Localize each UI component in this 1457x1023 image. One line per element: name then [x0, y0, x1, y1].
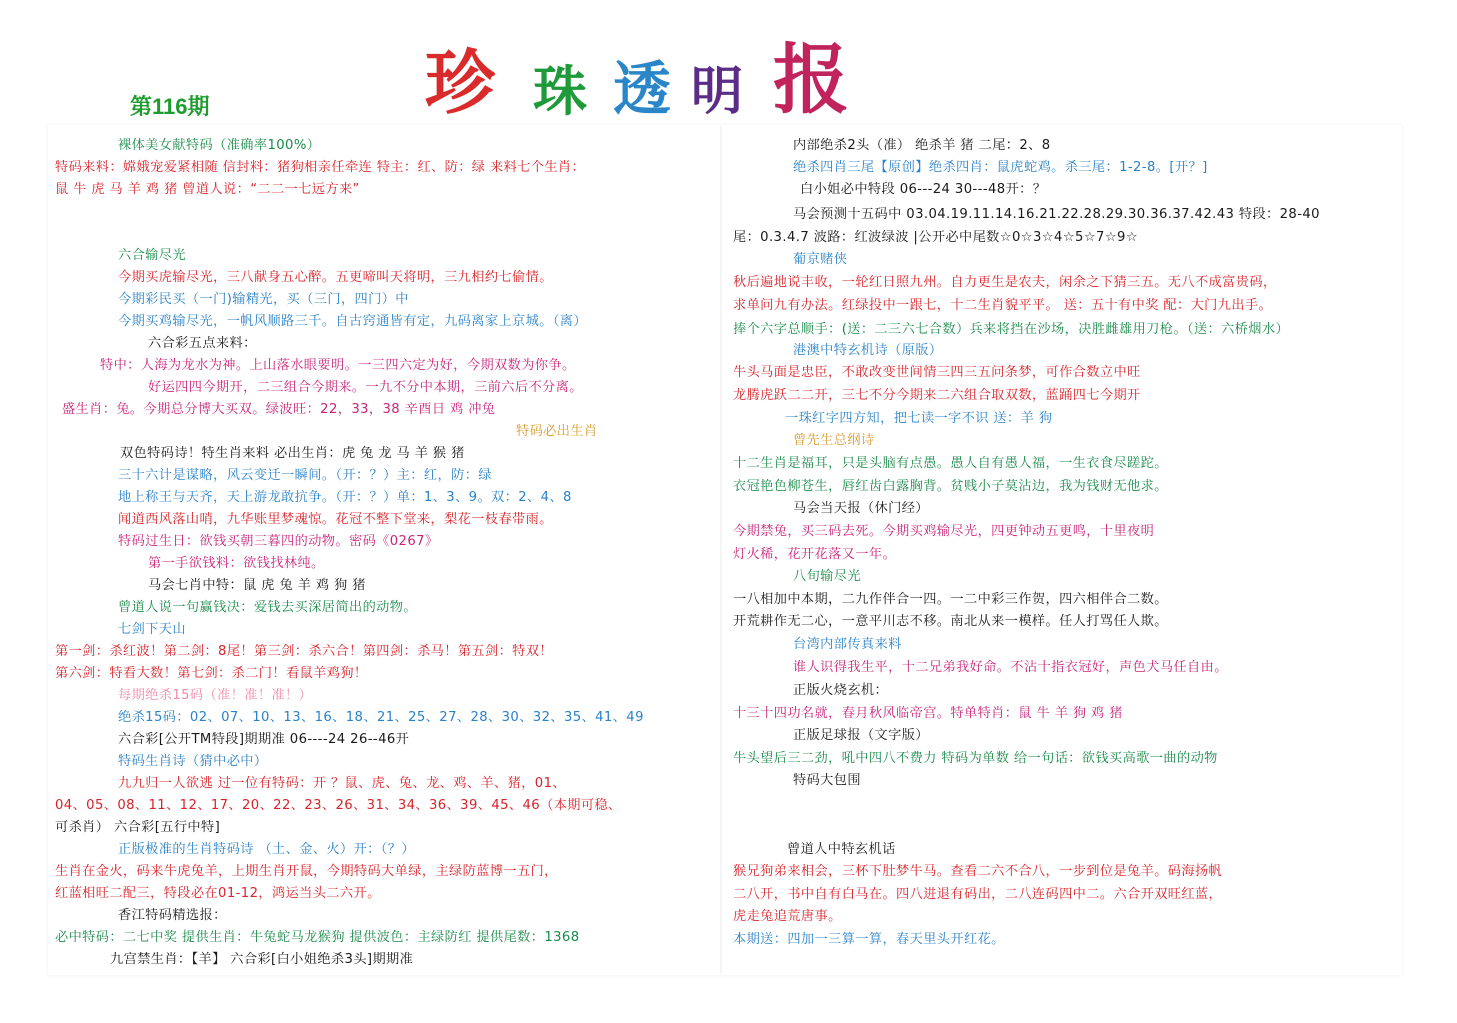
right-text-line: 牛头望后三二劲，吼中四八不费力 特码为单数 给一句话：欲钱买高歌一曲的动物 [733, 751, 1218, 766]
masthead-char: 报 [773, 35, 850, 124]
right-text-line: 灯火稀，花开花落又一年。 [733, 547, 897, 562]
left-text-line: 红蓝相旺二配三，特段必在01-12，鸿运当头二六开。 [55, 886, 381, 901]
left-column [0, 0, 720, 1023]
left-text-line: 04、05、08、11、12、17、20、22、23、26、31、34、36、39、45、46（本期可稳、 [55, 798, 622, 813]
right-text-line: 港澳中特玄机诗（原版） [793, 343, 943, 358]
right-column [720, 0, 1457, 1023]
right-text-line: 一珠红字四方知，把七读一字不识 送：羊 狗 [785, 411, 1053, 426]
left-text-line: 九宫禁生肖：【羊】 六合彩[白小姐绝杀3头]期期准 [110, 952, 414, 967]
left-text-line: 第一剑：杀红波！第二剑：8尾！第三剑：杀六合！第四剑：杀马！第五剑：特双！ [55, 644, 553, 659]
masthead-char: 珠 [533, 59, 587, 123]
left-text-line: 六合彩五点来料： [148, 336, 257, 351]
left-text-line: 好运四四今期开，二三组合今期来。一九不分中本期，三前六后不分离。 [148, 380, 583, 395]
right-text-line: 白小姐必中特段 06---24 30---48开：？ [800, 182, 1047, 197]
right-text-line: 衣冠艳色柳苍生，唇红齿白露胸背。贫贱小子莫沾边，我为钱财无他求。 [733, 479, 1168, 494]
left-text-line: 特码生肖诗（猜中必中） [118, 754, 268, 769]
left-text-line: 裸体美女献特码（准确率100%） [118, 138, 321, 153]
left-text-line: 特码必出生肖 [516, 424, 598, 439]
left-text-line: 特中：人海为龙水为神。上山落水眼要明。一三四六定为好，今期双数为你争。 [100, 358, 576, 373]
masthead-char: 透 [613, 55, 672, 123]
masthead-char: 明 [691, 61, 744, 122]
left-text-line: 香江特码精选报： [118, 908, 227, 923]
left-text-line: 特码来料：嫦娥宠爱紧相随 信封料：猪狗相亲任牵连 特主：红、防：绿 来料七个生肖： [55, 160, 586, 175]
right-text-line: 八旬输尽光 [793, 569, 861, 584]
right-text-line: 龙腾虎跃二二开，三七不分今期来二六组合取双数，蓝踊四七今期开 [733, 388, 1141, 403]
right-text-line: 虎走兔追荒唐事。 [733, 909, 842, 924]
issue-number: 第116期 [130, 94, 210, 119]
masthead-char: 珍 [425, 41, 495, 124]
left-text-line: 第六剑：特看大数！第七剑：杀二门！看鼠羊鸡狗！ [55, 666, 368, 681]
left-text-line: 曾道人说一句赢钱决：爱钱去买深居简出的动物。 [118, 600, 417, 615]
left-text-line: 今期买虎输尽光，三八献身五心醉。五更啼叫天将明，三九相约七偷情。 [118, 270, 553, 285]
right-text-line: 本期送：四加一三算一算，春天里头开红花。 [733, 932, 1005, 947]
left-text-line: 地上称王与天齐，天上游龙敢抗争。（开：？）单：1、3、9。双：2、4、8 [118, 490, 572, 505]
left-text-line: 必中特码：二七中奖 提供生肖：牛兔蛇马龙猴狗 提供波色：主绿防红 提供尾数：1368 [55, 930, 580, 945]
left-text-line: 第一手欲钱料：欲钱找林纯。 [148, 556, 325, 571]
right-text-line: 开荒耕作无二心，一意平川志不移。南北从来一模样。任人打骂任人欺。 [733, 614, 1168, 629]
left-text-line: 今期彩民买（一门)输精光，买（三门，四门）中 [118, 292, 409, 307]
left-text-line: 马会七肖中特：鼠 虎 兔 羊 鸡 狗 猪 [148, 578, 366, 593]
right-text-line: 台湾内部传真来料 [793, 637, 902, 652]
left-text-line: 双色特码诗！特生肖来料 必出生肖：虎 兔 龙 马 羊 猴 猪 [120, 446, 465, 461]
right-text-line: 谁人识得我生平，十二兄弟我好命。不沾十指衣冠好，声色犬马任自由。 [793, 660, 1228, 675]
right-text-line: 猴兄狗弟来相会，三杯下肚梦牛马。查看二六不合八，一步到位是兔羊。码海扬帆 [733, 864, 1223, 879]
right-text-line: 马会预测十五码中 03.04.19.11.14.16.21.22.28.29.30.36.37.42.43 特段：28-40 [793, 207, 1320, 222]
right-text-line: 秋后遍地说丰收，一轮红日照九州。自力更生是农夫，闲余之下猜三五。无八不成富贵码， [733, 275, 1277, 290]
left-text-line: 可杀肖） 六合彩[五行中特] [55, 820, 221, 835]
right-text-line: 马会当天报（休门经） [793, 501, 929, 516]
right-text-line: 二八开，书中自有白马在。四八进退有码出，二八连码四中二。六合开双旺红蓝， [733, 887, 1223, 902]
left-text-line: 正版极准的生肖特码诗 （土、金、火）开：（？） [118, 842, 415, 857]
right-text-line: 正版足球报（文字版） [793, 728, 929, 743]
left-text-line: 每期绝杀15码（准！准！准！） [118, 688, 313, 703]
left-text-line: 三十六计是谋略，风云变迁一瞬间。（开：？）主：红，防：绿 [118, 468, 492, 483]
left-text-line: 特码过生日：欲钱买朝三暮四的动物。密码《0267》 [118, 534, 439, 549]
left-text-line: 绝杀15码：02、07、10、13、16、18、21、25、27、28、30、32、35、41、49 [118, 710, 644, 725]
left-text-line: 闻道西风落山哨，九华账里梦魂惊。花冠不整下堂来，梨花一枝春带雨。 [118, 512, 553, 527]
right-text-line: 十三十四功名就，春月秋风临帝宫。特单特肖：鼠 牛 羊 狗 鸡 猪 [733, 706, 1123, 721]
right-text-line: 求单问九有办法。红绿投中一跟七，十二生肖貌平平。 送：五十有中奖 配：大门九出手。 [733, 298, 1273, 313]
right-text-line: 曾道人中特玄机话 [787, 842, 896, 857]
right-text-line: 特码大包围 [793, 773, 861, 788]
right-text-line: 葡京赌侠 [793, 252, 848, 267]
left-text-line: 六合输尽光 [118, 248, 186, 263]
right-text-line: 尾：0.3.4.7 波路：红波绿波 |公开必中尾数☆0☆3☆4☆5☆7☆9☆ [733, 230, 1139, 245]
right-text-line: 牛头马面是忠臣，不敢改变世间情三四三五问条梦，可作合数立中旺 [733, 365, 1141, 380]
right-text-line: 绝杀四肖三尾【原创】绝杀四肖：鼠虎蛇鸡。杀三尾：1-2-8。[开？] [793, 160, 1208, 175]
left-text-line: 六合彩[公开TM特段]期期准 06----24 26--46开 [118, 732, 410, 747]
left-text-line: 鼠 牛 虎 马 羊 鸡 猪 曾道人说：“二二一七远方来” [55, 182, 360, 197]
left-text-line: 今期买鸡输尽光，一帆风顺路三千。自古窍通皆有定，九码离家上京城。（离） [118, 314, 587, 329]
right-text-line: 正版火烧玄机： [793, 683, 889, 698]
right-text-line: 今期禁兔，买三码去死。今期买鸡输尽光，四更钟动五更鸣，十里夜明 [733, 524, 1155, 539]
right-text-line: 十二生肖是福耳，只是头脑有点愚。愚人自有愚人福，一生衣食尽蹉跎。 [733, 456, 1168, 471]
right-text-line: 捧个六字总顺手：(送：二三六七合数）兵来将挡在沙场，决胜雌雄用刀枪。（送：六桥烟水） [733, 322, 1290, 337]
left-text-line: 生肖在金火，码来牛虎兔羊，上期生肖开鼠，今期特码大单绿，主绿防蓝博一五门， [55, 864, 558, 879]
left-text-line: 九九归一人欲逃 过一位有特码：开 ？鼠、虎、兔、龙、鸡、羊、猪，01、 [118, 776, 566, 791]
left-text-line: 七剑下天山 [118, 622, 186, 637]
right-text-line: 一八相加中本期，二九作伴合一四。一二中彩三作贺，四六相伴合二数。 [733, 592, 1168, 607]
right-text-line: 曾先生总纲诗 [793, 433, 875, 448]
left-text-line: 盛生肖：兔。今期总分博大买双。绿波旺：22，33，38 辛酉日 鸡 冲兔 [62, 402, 496, 417]
right-text-line: 内部绝杀2头（准） 绝杀羊 猪 二尾：2、8 [793, 138, 1051, 153]
